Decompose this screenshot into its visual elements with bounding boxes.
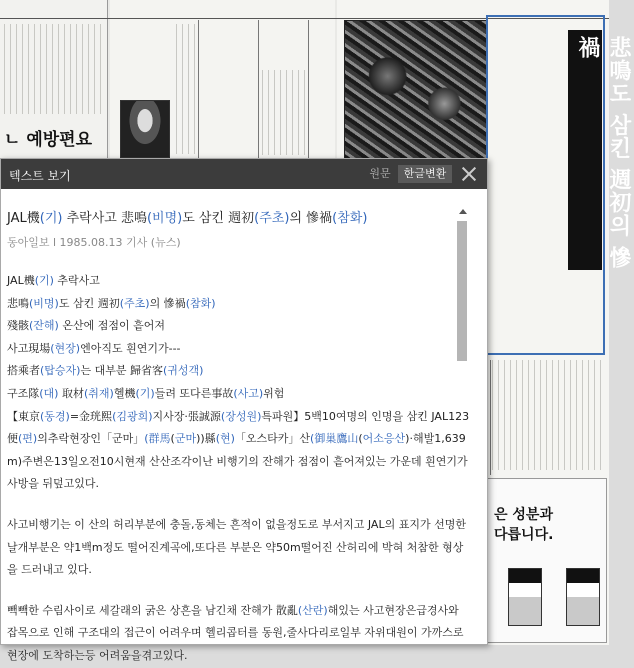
- hangul-reading: (산란): [297, 603, 328, 617]
- hangul-reading: 어소응산: [362, 432, 406, 446]
- newspaper-column-text: [492, 360, 604, 470]
- hangul-reading: (취재): [83, 386, 114, 400]
- article-title: [7, 207, 471, 226]
- article-line: [7, 383, 471, 406]
- text-run: 의 慘禍: [289, 211, 333, 226]
- text-run: 위험: [263, 386, 285, 400]
- viewer-titlebar: [1, 159, 487, 189]
- text-run: (: [170, 432, 175, 446]
- newspaper-column-text: [4, 24, 104, 114]
- close-icon[interactable]: [459, 164, 479, 184]
- text-run: 는 대부분 歸省客: [80, 364, 163, 378]
- hangul-reading: (群馬: [144, 432, 171, 446]
- vertical-scrollbar[interactable]: [457, 203, 469, 646]
- text-run: 悲鳴: [7, 296, 29, 310]
- article-body: [7, 270, 471, 668]
- text-viewer-window: [0, 158, 488, 662]
- text-run: 의추락현장인「군마」: [37, 432, 145, 446]
- text-run: 추락사고 悲鳴: [62, 211, 147, 226]
- viewer-title: 텍스트 보기: [9, 169, 71, 183]
- article-paragraph: [7, 406, 471, 496]
- article-paragraph: [7, 514, 471, 582]
- text-run: 지사장·張誠源: [152, 409, 221, 423]
- text-run: 도 삼킨 週初: [58, 296, 120, 310]
- paragraph-text: [7, 406, 471, 496]
- text-run: 추락사고: [53, 274, 100, 287]
- hangul-reading: (기): [135, 386, 155, 400]
- newspaper-left-headline: ㄴ 예방편요: [4, 130, 93, 150]
- text-run: )·해발1,639m)주변은13일오전10시현재 산산조각이난 비행기의 잔해가 점점이 흩어져있는 가운데 흰연기가 사방을 뒤덮고있다.: [7, 432, 468, 491]
- text-run: 【東京: [7, 409, 40, 423]
- hangul-reading: (귀성객): [162, 364, 204, 378]
- text-run: JAL機: [7, 211, 40, 226]
- hangul-reading: (탑승자): [40, 364, 81, 378]
- scroll-up-arrow-icon[interactable]: [459, 209, 467, 214]
- hangul-reading: (비명): [29, 296, 59, 310]
- article-line: [7, 315, 471, 338]
- hangul-reading: (장성원): [220, 409, 262, 423]
- hangul-reading: (잔해): [29, 319, 59, 333]
- paragraph-text: [7, 514, 471, 582]
- text-run: 사고비행기는 이 산의 허리부분에 충돌,동체는 흔적이 없을정도로 부서지고 JAL의 표지가 선명한 날개부분은 약1백m정도 떨어진계곡에,또다른 부분은 약50m떨어진 산허리에 박혀 처참한 형상을 드러내고 있다.: [7, 517, 466, 577]
- text-run: 사고現場: [7, 341, 51, 355]
- text-run: 온산에 점점이 흩어져: [58, 319, 165, 333]
- hangul-reading: (주초): [254, 211, 290, 226]
- product-package-image: [566, 568, 600, 626]
- newspaper-headline: 悲鳴도 삼킨 週初의 慘禍: [575, 36, 631, 269]
- hangul-reading: (김광희): [112, 409, 153, 423]
- hangul-reading: (기): [39, 211, 63, 226]
- article-line: [7, 293, 471, 316]
- scrollbar-thumb[interactable]: [457, 221, 467, 361]
- newspaper-column-text: [176, 24, 196, 154]
- text-run: 도 삼킨 週初: [182, 211, 255, 226]
- hangul-reading: (현장): [50, 341, 81, 355]
- tab-original[interactable]: 원문: [364, 165, 396, 183]
- paragraph-gap: [7, 496, 471, 514]
- text-run: 搭乘者: [7, 364, 40, 378]
- hangul-reading: (참화): [185, 296, 216, 310]
- column-rule: [308, 20, 309, 160]
- hangul-reading: (동경): [40, 409, 70, 423]
- paragraph-text: [7, 600, 471, 668]
- crash-site-photo: [344, 20, 488, 160]
- hangul-reading: 군마: [174, 432, 197, 446]
- text-run: 특파원】5백10여명의 인명을 삼킨 JAL123便: [7, 409, 470, 446]
- text-run: 엔아직도 흰연기가---: [80, 341, 181, 355]
- article-content: [1, 189, 471, 662]
- hangul-reading: (기): [34, 274, 54, 287]
- tab-hangul-conversion[interactable]: 한글변환: [398, 165, 452, 183]
- text-run: 殘骸: [7, 319, 29, 333]
- text-run: (: [358, 432, 363, 446]
- article-line: [7, 270, 471, 293]
- hangul-reading: (현): [215, 432, 235, 446]
- text-run: 「오스타카」산: [234, 432, 311, 446]
- article-meta: 동아일보 l 1985.08.13 기사 (뉴스): [7, 236, 181, 249]
- hangul-reading: (대): [39, 386, 59, 400]
- column-rule: [198, 20, 199, 160]
- text-run: 빽빽한 수림사이로 세갈래의 굵은 상흔을 남긴채 잔해가 散亂: [7, 603, 298, 617]
- text-run: ))縣: [196, 432, 216, 446]
- article-line: [7, 360, 471, 383]
- hangul-reading: (편): [18, 432, 38, 446]
- text-run: =金珖熙: [69, 409, 113, 423]
- text-run: 구조隊: [7, 386, 40, 400]
- column-rule: [490, 360, 491, 475]
- newspaper-headline-box: [568, 30, 631, 270]
- hangul-reading: (御巢鷹山: [310, 432, 359, 446]
- text-run: 헬機: [113, 386, 136, 400]
- article-line: [7, 338, 471, 361]
- newspaper-column-text: [262, 70, 306, 155]
- text-run: JAL機: [7, 274, 35, 287]
- article-paragraph: [7, 600, 471, 668]
- text-run: 들려 또다른事故: [154, 386, 234, 400]
- portrait-photo: [120, 100, 170, 158]
- text-run: 取材: [58, 386, 84, 400]
- hangul-reading: (참화): [332, 211, 368, 226]
- hangul-reading: (비명): [146, 211, 183, 226]
- paragraph-gap: [7, 582, 471, 600]
- hangul-reading: (사고): [233, 386, 264, 400]
- advertisement-text: 은 성분과 다릅니다.: [494, 507, 554, 543]
- column-rule: [258, 20, 259, 160]
- text-run: 의 慘禍: [149, 296, 186, 310]
- product-package-image: [508, 568, 542, 626]
- hangul-reading: (주초): [119, 296, 150, 310]
- text-run: 해있는 사고현장은급경사와 잡목으로 인해 구조대의 접근이 어려우며 헬리콥터를 동원,줄사다리로일부 자위대원이 가까스로현장에 도착하는등 어려움을겪고있다.: [7, 603, 464, 662]
